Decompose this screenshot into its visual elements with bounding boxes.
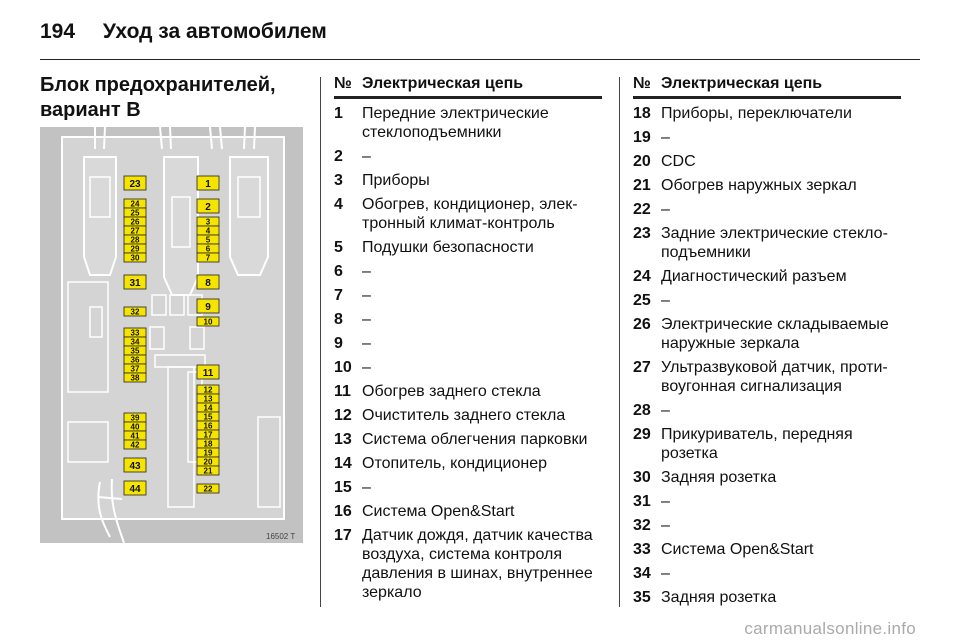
fuse-box-diagram <box>40 127 303 543</box>
fuse-number: 17 <box>334 527 352 544</box>
header-number: № <box>633 75 651 92</box>
circuit-description: Обогрев заднего стекла <box>362 383 541 400</box>
svg-text:38: 38 <box>130 373 140 383</box>
fuse-label-5 <box>197 235 219 245</box>
table-row <box>334 147 602 166</box>
fuse-number: 20 <box>633 153 651 170</box>
circuit-description: Электрические складываемые наружные зеркала <box>661 316 889 352</box>
circuit-description: – <box>661 517 670 534</box>
table-row <box>334 478 602 497</box>
circuit-description: Датчик дождя, датчик качества воздуха, система контроля давления в шинах, внутреннее зеркало <box>362 527 593 601</box>
fuse-label-13 <box>197 394 219 404</box>
svg-text:10: 10 <box>203 317 213 327</box>
svg-text:23: 23 <box>129 179 141 190</box>
svg-text:12: 12 <box>203 385 213 395</box>
svg-text:28: 28 <box>130 235 140 245</box>
fuse-label-19 <box>197 448 219 458</box>
circuit-description: – <box>362 335 371 352</box>
circuit-description: Очиститель заднего стекла <box>362 407 566 424</box>
table-row <box>334 171 602 190</box>
fuse-label-44 <box>124 481 146 495</box>
fuse-number: 29 <box>633 426 651 443</box>
svg-text:33: 33 <box>130 328 140 338</box>
table-row <box>334 430 602 449</box>
fuse-label-37 <box>124 364 146 374</box>
svg-text:14: 14 <box>203 403 213 413</box>
svg-text:43: 43 <box>129 461 141 472</box>
fuse-number: 13 <box>334 431 352 448</box>
fuse-number: 14 <box>334 455 352 472</box>
fuse-number: 19 <box>633 129 651 146</box>
table-row <box>633 128 901 147</box>
fuse-label-15 <box>197 412 219 422</box>
svg-text:44: 44 <box>129 484 141 495</box>
fuse-number: 34 <box>633 565 651 582</box>
table-rows <box>633 104 901 607</box>
table-row <box>334 358 602 377</box>
fuse-label-10 <box>197 317 219 327</box>
circuit-description: – <box>362 479 371 496</box>
svg-text:22: 22 <box>203 484 213 494</box>
svg-text:40: 40 <box>130 422 140 432</box>
fuse-label-25 <box>124 208 146 218</box>
fuse-number: 27 <box>633 359 651 376</box>
table-row <box>334 286 602 305</box>
fuse-label-11 <box>197 365 219 379</box>
fuse-number: 23 <box>633 225 651 242</box>
header-circuit: Электрическая цепь <box>362 75 524 92</box>
fuse-label-34 <box>124 337 146 347</box>
fuse-label-28 <box>124 235 146 245</box>
fuse-label-26 <box>124 217 146 227</box>
svg-text:7: 7 <box>205 253 211 263</box>
circuit-description: – <box>661 493 670 510</box>
circuit-description: – <box>661 129 670 146</box>
fuse-label-21 <box>197 466 219 476</box>
table-row <box>633 315 901 353</box>
fuse-label-41 <box>124 431 146 441</box>
circuit-description: Приборы, переключатели <box>661 105 852 122</box>
table-header <box>633 75 901 99</box>
page-header <box>40 20 327 44</box>
fuse-label-24 <box>124 199 146 209</box>
table-right <box>633 75 901 607</box>
fuse-label-12 <box>197 385 219 395</box>
section-title <box>40 73 300 123</box>
fuse-number: 3 <box>334 172 343 189</box>
fuse-number: 9 <box>334 335 343 352</box>
table-row <box>334 334 602 353</box>
table-row <box>334 382 602 401</box>
fuse-number: 31 <box>633 493 651 510</box>
table-row <box>633 588 901 607</box>
svg-text:37: 37 <box>130 364 140 374</box>
fuse-number: 32 <box>633 517 651 534</box>
figure-code: 16502 T <box>266 532 296 541</box>
fuse-label-27 <box>124 226 146 236</box>
svg-text:34: 34 <box>130 337 140 347</box>
svg-text:9: 9 <box>205 302 211 313</box>
fuse-label-3 <box>197 217 219 227</box>
fuse-number: 12 <box>334 407 352 424</box>
fuse-number: 11 <box>334 383 351 400</box>
fuse-label-40 <box>124 422 146 432</box>
fuse-number: 1 <box>334 105 343 122</box>
table-row <box>633 540 901 559</box>
svg-text:2: 2 <box>205 202 211 213</box>
svg-text:21: 21 <box>203 466 213 476</box>
fuse-label-17 <box>197 430 219 440</box>
fuse-label-7 <box>197 253 219 263</box>
circuit-description: Передние электрические стеклоподъемники <box>362 105 549 141</box>
circuit-description: Обогрев, кондиционер, элек-тронный климат-контроль <box>362 196 578 232</box>
fuse-number: 28 <box>633 402 651 419</box>
header-rule <box>40 59 920 60</box>
fuse-box-image <box>40 127 303 543</box>
table-row <box>334 310 602 329</box>
table-rows <box>334 104 602 602</box>
table-row <box>334 238 602 257</box>
circuit-description: Задние электрические стекло-подъемники <box>661 225 888 261</box>
table-row <box>633 564 901 583</box>
svg-text:25: 25 <box>130 208 140 218</box>
fuse-number: 2 <box>334 148 343 165</box>
fuse-label-33 <box>124 328 146 338</box>
circuit-description: – <box>661 565 670 582</box>
fuse-number: 35 <box>633 589 651 606</box>
section-title-line-1: Блок предохранителей, <box>40 74 276 96</box>
fuse-number: 30 <box>633 469 651 486</box>
table-row <box>633 516 901 535</box>
fuse-number: 18 <box>633 105 651 122</box>
table-row <box>633 104 901 123</box>
table-row <box>633 425 901 463</box>
circuit-description: Приборы <box>362 172 430 189</box>
fuse-label-14 <box>197 403 219 413</box>
circuit-description: Подушки безопасности <box>362 239 534 256</box>
fuse-number: 4 <box>334 196 343 213</box>
circuit-description: – <box>661 292 670 309</box>
svg-text:39: 39 <box>130 413 140 423</box>
fuse-number: 5 <box>334 239 343 256</box>
svg-text:19: 19 <box>203 448 213 458</box>
fuse-number: 15 <box>334 479 352 496</box>
circuit-description: Система облегчения парковки <box>362 431 588 448</box>
circuit-description: – <box>661 402 670 419</box>
circuit-description: – <box>362 148 371 165</box>
fuse-number: 8 <box>334 311 343 328</box>
table-row <box>633 468 901 487</box>
fuse-label-16 <box>197 421 219 431</box>
svg-text:13: 13 <box>203 394 213 404</box>
table-left <box>334 75 602 602</box>
fuse-label-22 <box>197 484 219 494</box>
fuse-label-9 <box>197 299 219 313</box>
fuse-label-32 <box>124 307 146 317</box>
svg-text:31: 31 <box>129 278 141 289</box>
svg-text:30: 30 <box>130 253 140 263</box>
fuse-label-43 <box>124 458 146 472</box>
circuit-description: – <box>661 201 670 218</box>
svg-text:42: 42 <box>130 440 140 450</box>
table-row <box>633 291 901 310</box>
circuit-description: Обогрев наружных зеркал <box>661 177 857 194</box>
svg-text:35: 35 <box>130 346 140 356</box>
circuit-description: Система Open&Start <box>661 541 814 558</box>
svg-text:8: 8 <box>205 278 211 289</box>
table-row <box>633 176 901 195</box>
svg-text:15: 15 <box>203 412 213 422</box>
svg-text:24: 24 <box>130 199 140 209</box>
circuit-description: Ультразвуковой датчик, проти-воугонная сигнализация <box>661 359 888 395</box>
table-row <box>334 104 602 142</box>
fuse-label-1 <box>197 176 219 190</box>
fuse-number: 21 <box>633 177 651 194</box>
section-title-line-2: вариант B <box>40 99 141 121</box>
header-number: № <box>334 75 352 92</box>
table-row <box>334 262 602 281</box>
fuse-label-2 <box>197 199 219 213</box>
svg-text:36: 36 <box>130 355 140 365</box>
circuit-description: – <box>362 359 371 376</box>
svg-text:32: 32 <box>130 307 140 317</box>
svg-text:20: 20 <box>203 457 213 467</box>
table-row <box>334 406 602 425</box>
table-header <box>334 75 602 99</box>
fuse-number: 25 <box>633 292 651 309</box>
svg-text:4: 4 <box>205 226 211 236</box>
header-circuit: Электрическая цепь <box>661 75 823 92</box>
fuse-number: 10 <box>334 359 352 376</box>
circuit-description: Прикуриватель, передняя розетка <box>661 426 853 462</box>
fuse-number: 16 <box>334 503 352 520</box>
table-row <box>334 454 602 473</box>
circuit-description: – <box>362 287 371 304</box>
circuit-description: CDC <box>661 153 696 170</box>
table-row <box>334 502 602 521</box>
table-row <box>633 267 901 286</box>
fuse-label-4 <box>197 226 219 236</box>
circuit-description: – <box>362 311 371 328</box>
fuse-number: 26 <box>633 316 651 333</box>
circuit-description: Задняя розетка <box>661 589 777 606</box>
fuse-label-42 <box>124 440 146 450</box>
circuit-description: Отопитель, кондиционер <box>362 455 547 472</box>
table-row <box>633 224 901 262</box>
svg-text:1: 1 <box>205 179 211 190</box>
svg-text:18: 18 <box>203 439 213 449</box>
table-row <box>633 200 901 219</box>
fuse-label-30 <box>124 253 146 263</box>
svg-text:16: 16 <box>203 421 213 431</box>
table-row <box>334 195 602 233</box>
circuit-description: Система Open&Start <box>362 503 515 520</box>
fuse-label-31 <box>124 275 146 289</box>
table-row <box>633 492 901 511</box>
circuit-description: Задняя розетка <box>661 469 777 486</box>
fuse-label-18 <box>197 439 219 449</box>
page-title: Уход за автомобилем <box>102 20 327 43</box>
svg-text:41: 41 <box>130 431 140 441</box>
fuse-label-29 <box>124 244 146 254</box>
fuse-label-20 <box>197 457 219 467</box>
fuse-label-8 <box>197 275 219 289</box>
watermark: carmanualsonline.info <box>744 619 916 638</box>
fuse-label-23 <box>124 176 146 190</box>
svg-text:26: 26 <box>130 217 140 227</box>
fuse-number: 7 <box>334 287 343 304</box>
column-divider-2 <box>619 77 620 607</box>
table-row <box>633 358 901 396</box>
svg-text:11: 11 <box>202 368 214 379</box>
fuse-label-35 <box>124 346 146 356</box>
table-row <box>334 526 602 602</box>
fuse-label-36 <box>124 355 146 365</box>
fuse-label-38 <box>124 373 146 383</box>
svg-text:6: 6 <box>205 244 211 254</box>
svg-text:5: 5 <box>205 235 211 245</box>
fuse-number: 24 <box>633 268 651 285</box>
svg-text:29: 29 <box>130 244 140 254</box>
svg-text:3: 3 <box>205 217 211 227</box>
fuse-label-39 <box>124 413 146 423</box>
table-row <box>633 152 901 171</box>
fuse-number: 22 <box>633 201 651 218</box>
fuse-label-6 <box>197 244 219 254</box>
circuit-description: Диагностический разъем <box>661 268 847 285</box>
column-divider-1 <box>320 77 321 607</box>
page-number: 194 <box>40 20 76 43</box>
fuse-number: 6 <box>334 263 343 280</box>
svg-text:27: 27 <box>130 226 140 236</box>
table-row <box>633 401 901 420</box>
circuit-description: – <box>362 263 371 280</box>
fuse-number: 33 <box>633 541 651 558</box>
svg-text:17: 17 <box>203 430 213 440</box>
